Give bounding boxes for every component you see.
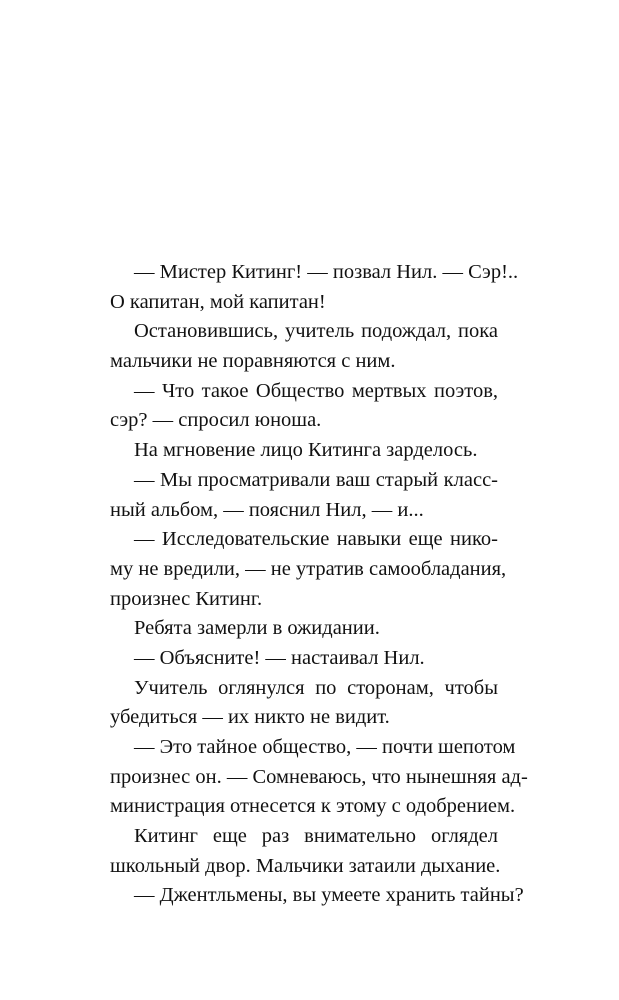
text-line: На мгновение лицо Китинга зарделось. [134, 439, 478, 462]
text-line: — Что такое Общество мертвых поэтов, [134, 379, 498, 402]
text-line: произнес он. — Сомневаюсь, что нынешняя ад- [110, 765, 528, 788]
text-line: — Мистер Китинг! — позвал Нил. — Сэр!.. [134, 261, 519, 283]
text-line: — Объясните! — настаивал Нил. [134, 646, 425, 669]
text-line: — Мы просматривали ваш старый класс- [134, 468, 498, 491]
text-line: убедиться — их никто не видит. [110, 706, 390, 729]
text-line: — Исследовательские навыки еще нико- [134, 528, 498, 551]
text-line: — Это тайное общество, — почти шепотом [134, 736, 516, 758]
text-line: ный альбом, — пояснил Нил, — и... [110, 498, 424, 521]
text-line: му не вредили, — не утратив самообладания, [110, 557, 507, 580]
text-line: Китинг еще раз внимательно оглядел [134, 825, 498, 848]
text-line: — Джентльмены, вы умеете хранить тайны? [134, 884, 524, 907]
text-line: произнес Китинг. [110, 587, 263, 610]
text-line: Ребята замерли в ожидании. [134, 617, 380, 640]
text-line: Остановившись, учитель подождал, пока [134, 320, 498, 343]
text-line: О капитан, мой капитан! [110, 290, 326, 313]
text-line: мальчики не поравняются с ним. [110, 350, 396, 373]
text-line: министрация отнесется к этому с одобрением. [110, 795, 516, 818]
text-line: Учитель оглянулся по сторонам, чтобы [134, 676, 498, 699]
page-text [110, 258, 528, 911]
text-line: школьный двор. Мальчики затаили дыхание. [110, 854, 501, 877]
text-line: сэр? — спросил юноша. [110, 409, 322, 432]
